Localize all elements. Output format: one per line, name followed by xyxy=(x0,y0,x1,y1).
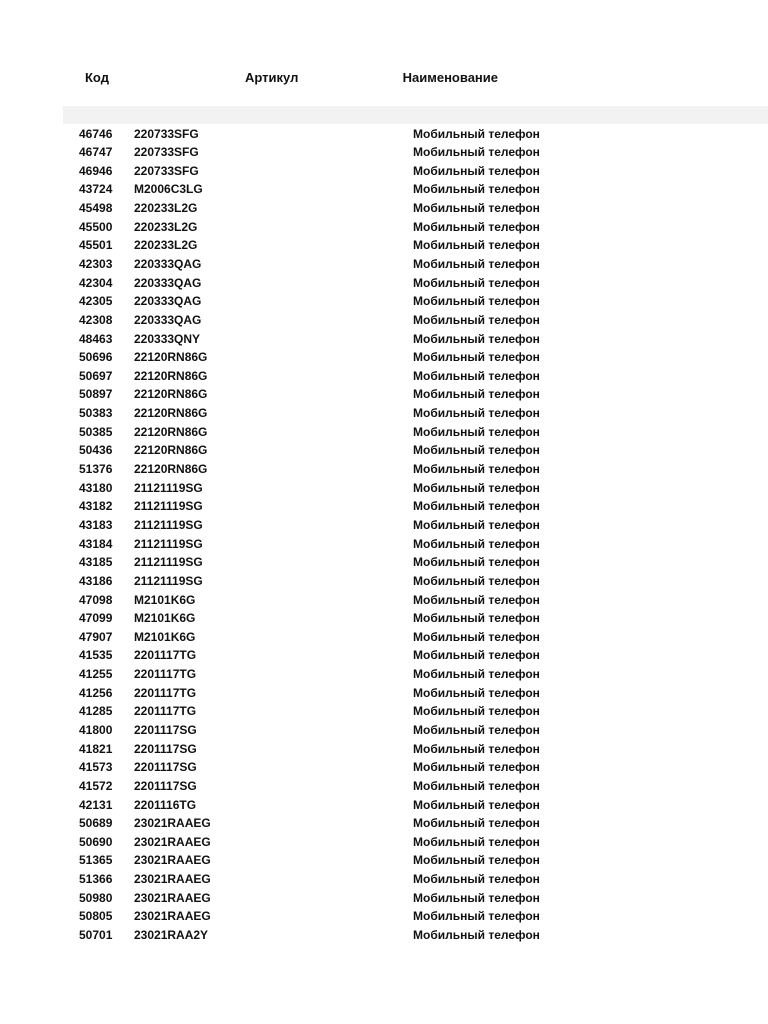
table-row xyxy=(0,721,768,740)
table-row xyxy=(0,218,768,237)
table-row xyxy=(0,143,768,162)
cell-code: 41572 xyxy=(79,778,113,793)
cell-sku: 220333QNY xyxy=(134,331,201,346)
cell-sku: 2201117SG xyxy=(134,741,197,756)
cell-code: 50701 xyxy=(79,928,113,943)
cell-name: Мобильный телефон xyxy=(413,275,540,290)
table-row xyxy=(0,516,768,535)
table-row xyxy=(0,404,768,423)
cell-code: 42308 xyxy=(79,312,113,327)
cell-sku: 220333QAG xyxy=(134,275,202,290)
table-row xyxy=(0,553,768,572)
cell-sku: 23021RAAEG xyxy=(134,890,211,905)
cell-sku: 23021RAA2Y xyxy=(134,928,209,943)
cell-code: 50689 xyxy=(79,816,113,831)
cell-name: Мобильный телефон xyxy=(413,741,540,756)
cell-sku: 220733SFG xyxy=(134,145,199,160)
cell-sku: 220733SFG xyxy=(134,126,199,141)
table-row xyxy=(0,311,768,330)
table-row xyxy=(0,702,768,721)
cell-code: 48463 xyxy=(79,331,113,346)
cell-name: Мобильный телефон xyxy=(413,350,540,365)
cell-sku: 21121119SG xyxy=(134,573,203,588)
table-row xyxy=(0,628,768,647)
cell-sku: 21121119SG xyxy=(134,480,203,495)
cell-code: 50697 xyxy=(79,368,113,383)
cell-code: 43184 xyxy=(79,536,113,551)
cell-sku: M2101K6G xyxy=(134,592,196,607)
table-row xyxy=(0,292,768,311)
cell-name: Мобильный телефон xyxy=(413,778,540,793)
cell-name: Мобильный телефон xyxy=(413,723,540,737)
cell-code: 42305 xyxy=(79,294,113,309)
table-row xyxy=(0,535,768,554)
cell-code: 43182 xyxy=(79,499,113,514)
cell-sku: 2201117TG xyxy=(134,685,197,700)
table-row xyxy=(0,423,768,442)
cell-sku: M2006C3LG xyxy=(134,182,203,197)
cell-sku: 220733SFG xyxy=(134,163,199,178)
cell-code: 46946 xyxy=(79,163,113,178)
cell-name: Мобильный телефон xyxy=(413,573,540,588)
cell-code: 50383 xyxy=(79,406,113,421)
empty-shaded-row xyxy=(63,106,768,124)
cell-name: Мобильный телефон xyxy=(413,238,540,253)
table-row xyxy=(0,330,768,349)
cell-sku: 21121119SG xyxy=(134,517,203,532)
cell-code: 47098 xyxy=(79,592,113,607)
cell-name: Мобильный телефон xyxy=(413,667,540,682)
cell-name: Мобильный телефон xyxy=(413,704,540,719)
cell-sku: 21121119SG xyxy=(134,555,203,570)
table-row xyxy=(0,572,768,591)
cell-code: 41573 xyxy=(79,760,113,775)
cell-sku: 2201117TG xyxy=(134,704,197,719)
cell-code: 50436 xyxy=(79,443,113,458)
cell-sku: 2201117SG xyxy=(134,760,197,775)
cell-code: 41800 xyxy=(79,723,113,737)
table-row xyxy=(0,665,768,684)
table-row xyxy=(0,907,768,926)
cell-code: 43185 xyxy=(79,555,113,570)
cell-name: Мобильный телефон xyxy=(413,480,540,495)
cell-code: 46746 xyxy=(79,126,113,141)
table-row xyxy=(0,740,768,759)
table-row xyxy=(0,199,768,218)
cell-sku: 220333QAG xyxy=(134,294,202,309)
cell-sku: 22120RN86G xyxy=(134,443,208,458)
cell-code: 43183 xyxy=(79,517,113,532)
cell-name: Мобильный телефон xyxy=(413,517,540,532)
table-row xyxy=(0,479,768,498)
cell-name: Мобильный телефон xyxy=(413,853,540,868)
table-row xyxy=(0,758,768,777)
cell-sku: 23021RAAEG xyxy=(134,872,211,887)
cell-code: 47907 xyxy=(79,629,113,644)
cell-name: Мобильный телефон xyxy=(413,909,540,924)
table-row xyxy=(0,162,768,181)
table-row xyxy=(0,889,768,908)
cell-name: Мобильный телефон xyxy=(413,816,540,831)
cell-name: Мобильный телефон xyxy=(413,555,540,570)
cell-name: Мобильный телефон xyxy=(413,312,540,327)
cell-code: 45501 xyxy=(79,238,113,253)
cell-name: Мобильный телефон xyxy=(413,126,540,141)
cell-sku: 23021RAAEG xyxy=(134,853,211,868)
cell-sku: 22120RN86G xyxy=(134,462,208,477)
column-header-sku: Артикул xyxy=(245,70,299,85)
cell-sku: 2201117TG xyxy=(134,648,197,663)
table-row xyxy=(0,591,768,610)
table-row xyxy=(0,870,768,889)
table-row xyxy=(0,497,768,516)
column-header-name-clip xyxy=(402,69,498,87)
cell-name: Мобильный телефон xyxy=(413,387,540,402)
cell-sku: 22120RN86G xyxy=(134,350,208,365)
table-row xyxy=(0,460,768,479)
cell-sku: 23021RAAEG xyxy=(134,909,211,924)
cell-sku: 2201117SG xyxy=(134,723,197,737)
cell-name: Мобильный телефон xyxy=(413,406,540,421)
cell-name: Мобильный телефон xyxy=(413,797,540,812)
table-row xyxy=(0,255,768,274)
table-row xyxy=(0,441,768,460)
cell-name: Мобильный телефон xyxy=(413,629,540,644)
cell-code: 41256 xyxy=(79,685,113,700)
cell-sku: 220233L2G xyxy=(134,201,198,216)
cell-name: Мобильный телефон xyxy=(413,219,540,234)
cell-sku: 21121119SG xyxy=(134,536,203,551)
cell-name: Мобильный телефон xyxy=(413,834,540,849)
cell-name: Мобильный телефон xyxy=(413,592,540,607)
cell-name: Мобильный телефон xyxy=(413,294,540,309)
cell-sku: 2201117TG xyxy=(134,667,197,682)
cell-name: Мобильный телефон xyxy=(413,872,540,887)
cell-sku: 220333QAG xyxy=(134,312,202,327)
cell-name: Мобильный телефон xyxy=(413,499,540,514)
cell-name: Мобильный телефон xyxy=(413,685,540,700)
cell-sku: 23021RAAEG xyxy=(134,816,211,831)
table-row xyxy=(0,367,768,386)
cell-code: 50897 xyxy=(79,387,113,402)
table-row xyxy=(0,833,768,852)
cell-code: 50805 xyxy=(79,909,113,924)
cell-code: 45500 xyxy=(79,219,113,234)
cell-code: 46747 xyxy=(79,145,113,160)
cell-sku: M2101K6G xyxy=(134,611,196,626)
cell-name: Мобильный телефон xyxy=(413,928,540,943)
cell-code: 50696 xyxy=(79,350,113,365)
cell-name: Мобильный телефон xyxy=(413,256,540,271)
cell-name: Мобильный телефон xyxy=(413,201,540,216)
cell-code: 45498 xyxy=(79,201,113,216)
cell-sku: 22120RN86G xyxy=(134,387,208,402)
cell-name: Мобильный телефон xyxy=(413,648,540,663)
cell-code: 50980 xyxy=(79,890,113,905)
cell-code: 50690 xyxy=(79,834,113,849)
cell-code: 43180 xyxy=(79,480,113,495)
table-row xyxy=(0,684,768,703)
cell-code: 42304 xyxy=(79,275,113,290)
cell-code: 41285 xyxy=(79,704,113,719)
cell-sku: M2101K6G xyxy=(134,629,196,644)
cell-sku: 23021RAAEG xyxy=(134,834,211,849)
table-row xyxy=(0,274,768,293)
cell-name: Мобильный телефон xyxy=(413,331,540,346)
cell-code: 42303 xyxy=(79,256,113,271)
table-row xyxy=(0,646,768,665)
cell-name: Мобильный телефон xyxy=(413,611,540,626)
table-body xyxy=(0,125,768,945)
cell-code: 51376 xyxy=(79,462,113,477)
table-row xyxy=(0,236,768,255)
cell-name: Мобильный телефон xyxy=(413,462,540,477)
cell-name: Мобильный телефон xyxy=(413,145,540,160)
table-row xyxy=(0,796,768,815)
cell-sku: 22120RN86G xyxy=(134,424,208,439)
table-row xyxy=(0,851,768,870)
cell-name: Мобильный телефон xyxy=(413,368,540,383)
cell-code: 51366 xyxy=(79,872,113,887)
table-row xyxy=(0,777,768,796)
cell-sku: 220233L2G xyxy=(134,238,198,253)
cell-code: 47099 xyxy=(79,611,113,626)
column-header-name: Наименование xyxy=(402,70,498,85)
column-header-code: Код xyxy=(85,70,109,85)
table-row xyxy=(0,385,768,404)
cell-code: 50385 xyxy=(79,424,113,439)
table-row xyxy=(0,348,768,367)
cell-name: Мобильный телефон xyxy=(413,424,540,439)
cell-name: Мобильный телефон xyxy=(413,443,540,458)
cell-sku: 22120RN86G xyxy=(134,406,208,421)
table-row xyxy=(0,814,768,833)
cell-sku: 22120RN86G xyxy=(134,368,208,383)
cell-code: 41255 xyxy=(79,667,113,682)
cell-code: 43724 xyxy=(79,182,113,197)
cell-sku: 21121119SG xyxy=(134,499,203,514)
cell-sku: 2201116TG xyxy=(134,797,197,812)
cell-name: Мобильный телефон xyxy=(413,182,540,197)
table-row xyxy=(0,180,768,199)
cell-sku: 2201117SG xyxy=(134,778,197,793)
cell-sku: 220233L2G xyxy=(134,219,198,234)
cell-sku: 220333QAG xyxy=(134,256,202,271)
table-row xyxy=(0,926,768,945)
table-row xyxy=(0,609,768,628)
cell-code: 42131 xyxy=(79,797,113,812)
cell-name: Мобильный телефон xyxy=(413,760,540,775)
cell-name: Мобильный телефон xyxy=(413,890,540,905)
cell-name: Мобильный телефон xyxy=(413,163,540,178)
cell-name: Мобильный телефон xyxy=(413,536,540,551)
cell-code: 41535 xyxy=(79,648,113,663)
cell-code: 43186 xyxy=(79,573,113,588)
table-row xyxy=(0,125,768,144)
cell-code: 41821 xyxy=(79,741,113,756)
cell-code: 51365 xyxy=(79,853,113,868)
